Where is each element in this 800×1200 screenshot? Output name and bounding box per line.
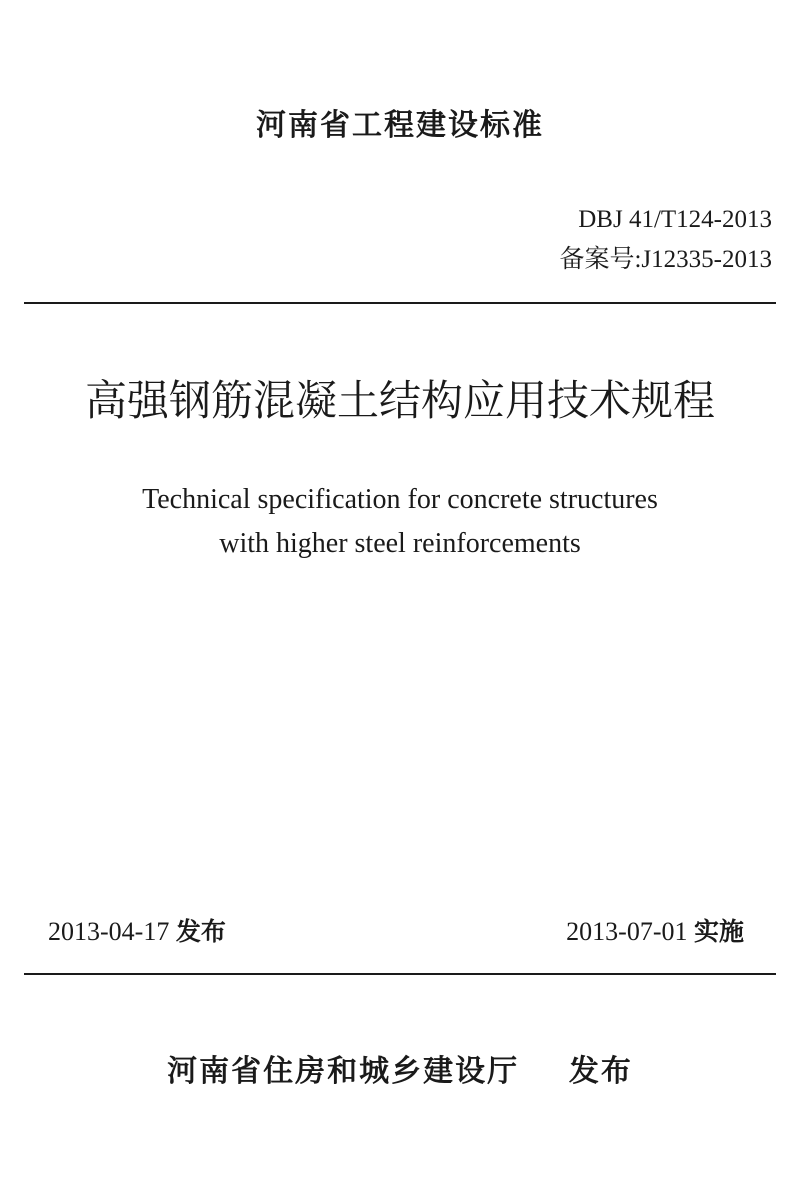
publisher-name: 河南省住房和城乡建设厅: [167, 1054, 520, 1089]
english-title-line-1: Technical specification for concrete structures: [142, 484, 658, 515]
implement-label: 实施: [693, 917, 744, 946]
chinese-title: 高强钢筋混凝土结构应用技术规程: [84, 376, 715, 425]
english-title: [0, 478, 800, 566]
publisher-line: [0, 1046, 800, 1090]
issue-label: 发布: [175, 917, 226, 946]
issue-date: 2013-04-17: [48, 917, 170, 946]
bottom-divider: [24, 973, 776, 975]
english-title-line-2: with higher steel reinforcements: [219, 528, 581, 559]
publish-label: 发布: [568, 1054, 633, 1089]
top-divider: [24, 302, 776, 304]
standard-type-heading: 河南省工程建设标准: [256, 108, 544, 143]
standard-numbers: [559, 200, 772, 280]
implement-date-block: [566, 912, 744, 948]
issue-date-block: [48, 912, 226, 948]
standard-code: DBJ 41/T124-2013: [578, 206, 772, 233]
record-number: 备案号:J12335-2013: [559, 246, 772, 273]
implement-date: 2013-07-01: [566, 917, 688, 946]
